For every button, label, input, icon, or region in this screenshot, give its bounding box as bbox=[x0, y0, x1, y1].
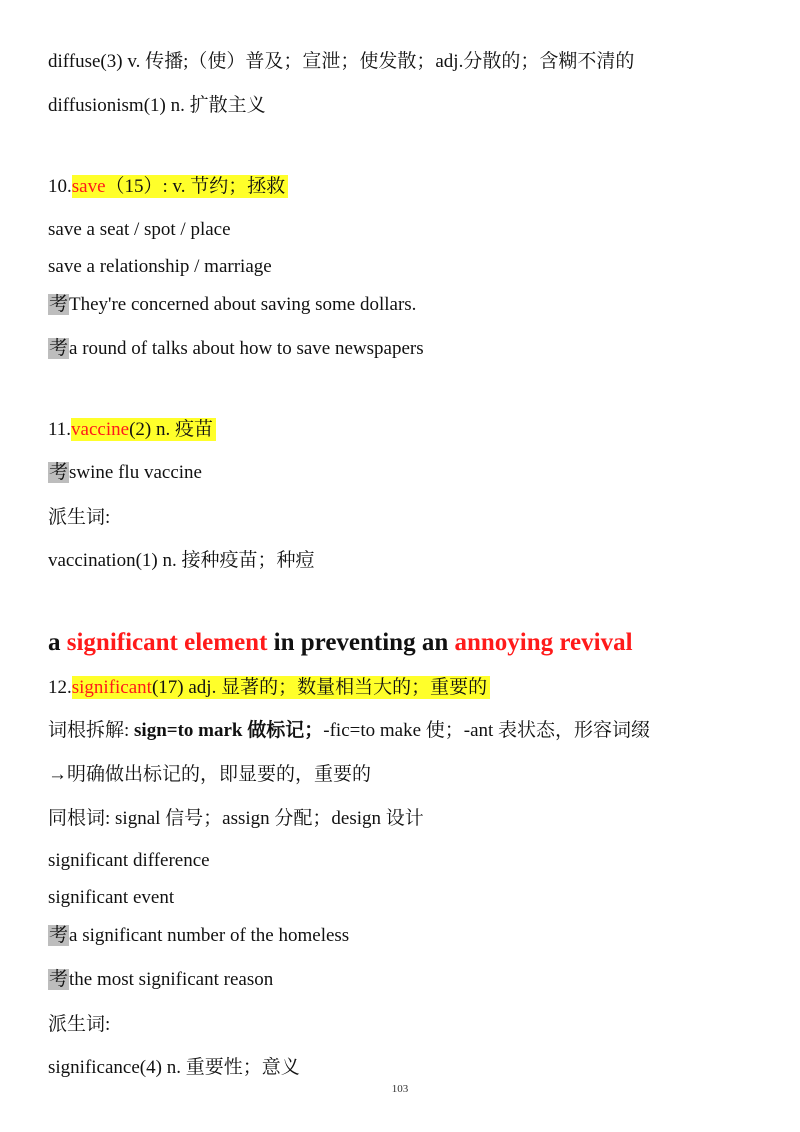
section-heading bbox=[48, 626, 633, 660]
heading-text: in preventing an bbox=[267, 629, 455, 656]
exam-example bbox=[48, 460, 202, 486]
root-bold: sign=to mark 做标记； bbox=[134, 720, 324, 741]
phrase-line: save a relationship / marriage bbox=[48, 256, 272, 277]
entry-diffusionism: diffusionism(1) n. 扩散主义 bbox=[48, 95, 266, 116]
example-text: a significant number of the homeless bbox=[69, 925, 350, 946]
exam-mark: 考 bbox=[49, 338, 69, 359]
root-analysis-cont: →明确做出标记的，即显要的，重要的 bbox=[48, 764, 372, 785]
example-text: the most significant reason bbox=[69, 969, 274, 990]
cognates: 同根词: signal 信号；assign 分配；design 设计 bbox=[48, 808, 424, 829]
headword-definition: （15）: v. 节约；拯救 bbox=[105, 176, 286, 197]
phrase-line: significant event bbox=[48, 887, 175, 908]
entry-number: 10. bbox=[48, 176, 72, 197]
heading-keyword: annoying revival bbox=[454, 629, 633, 656]
page-number: 103 bbox=[391, 1083, 409, 1095]
root-rest: -fic=to make 使；-ant 表状态，形容词缀 bbox=[323, 720, 651, 741]
headword-definition: (2) n. 疫苗 bbox=[129, 419, 213, 440]
entry-number: 12. bbox=[48, 677, 72, 698]
heading-keyword: significant element bbox=[66, 629, 268, 656]
example-text: swine flu vaccine bbox=[69, 462, 202, 483]
root-label: 词根拆解: bbox=[48, 720, 135, 741]
exam-mark: 考 bbox=[49, 925, 69, 946]
exam-mark: 考 bbox=[49, 294, 69, 315]
derivative-entry: vaccination(1) n. 接种疫苗；种痘 bbox=[48, 550, 315, 571]
derivative-entry: significance(4) n. 重要性；意义 bbox=[48, 1057, 300, 1078]
headword-highlight bbox=[72, 175, 289, 198]
headword-significant bbox=[48, 675, 490, 701]
example-text: They're concerned about saving some dollars. bbox=[69, 294, 417, 315]
entry-number: 11. bbox=[48, 419, 72, 440]
derivative-label: 派生词: bbox=[48, 1014, 111, 1035]
example-text: a round of talks about how to save newspapers bbox=[69, 338, 424, 359]
exam-example bbox=[48, 336, 424, 362]
headword-save bbox=[48, 174, 288, 200]
headword: significant bbox=[71, 677, 152, 698]
heading-text: a bbox=[48, 629, 67, 656]
headword-vaccine bbox=[48, 417, 216, 443]
headword: save bbox=[71, 176, 106, 197]
exam-example bbox=[48, 292, 416, 318]
exam-example bbox=[48, 923, 349, 949]
entry-diffuse: diffuse(3) v. 传播;（使）普及；宣泄；使发散；adj.分散的；含糊不清的 bbox=[48, 51, 635, 72]
phrase-line: save a seat / spot / place bbox=[48, 219, 231, 240]
exam-mark: 考 bbox=[49, 969, 69, 990]
headword: vaccine bbox=[71, 419, 130, 440]
exam-mark: 考 bbox=[49, 462, 69, 483]
phrase-line: significant difference bbox=[48, 850, 210, 871]
derivative-label: 派生词: bbox=[48, 507, 111, 528]
exam-example bbox=[48, 967, 273, 993]
headword-highlight bbox=[72, 676, 490, 699]
headword-highlight bbox=[71, 418, 216, 441]
headword-definition: (17) adj. 显著的；数量相当大的；重要的 bbox=[151, 677, 488, 698]
root-analysis bbox=[48, 718, 650, 744]
